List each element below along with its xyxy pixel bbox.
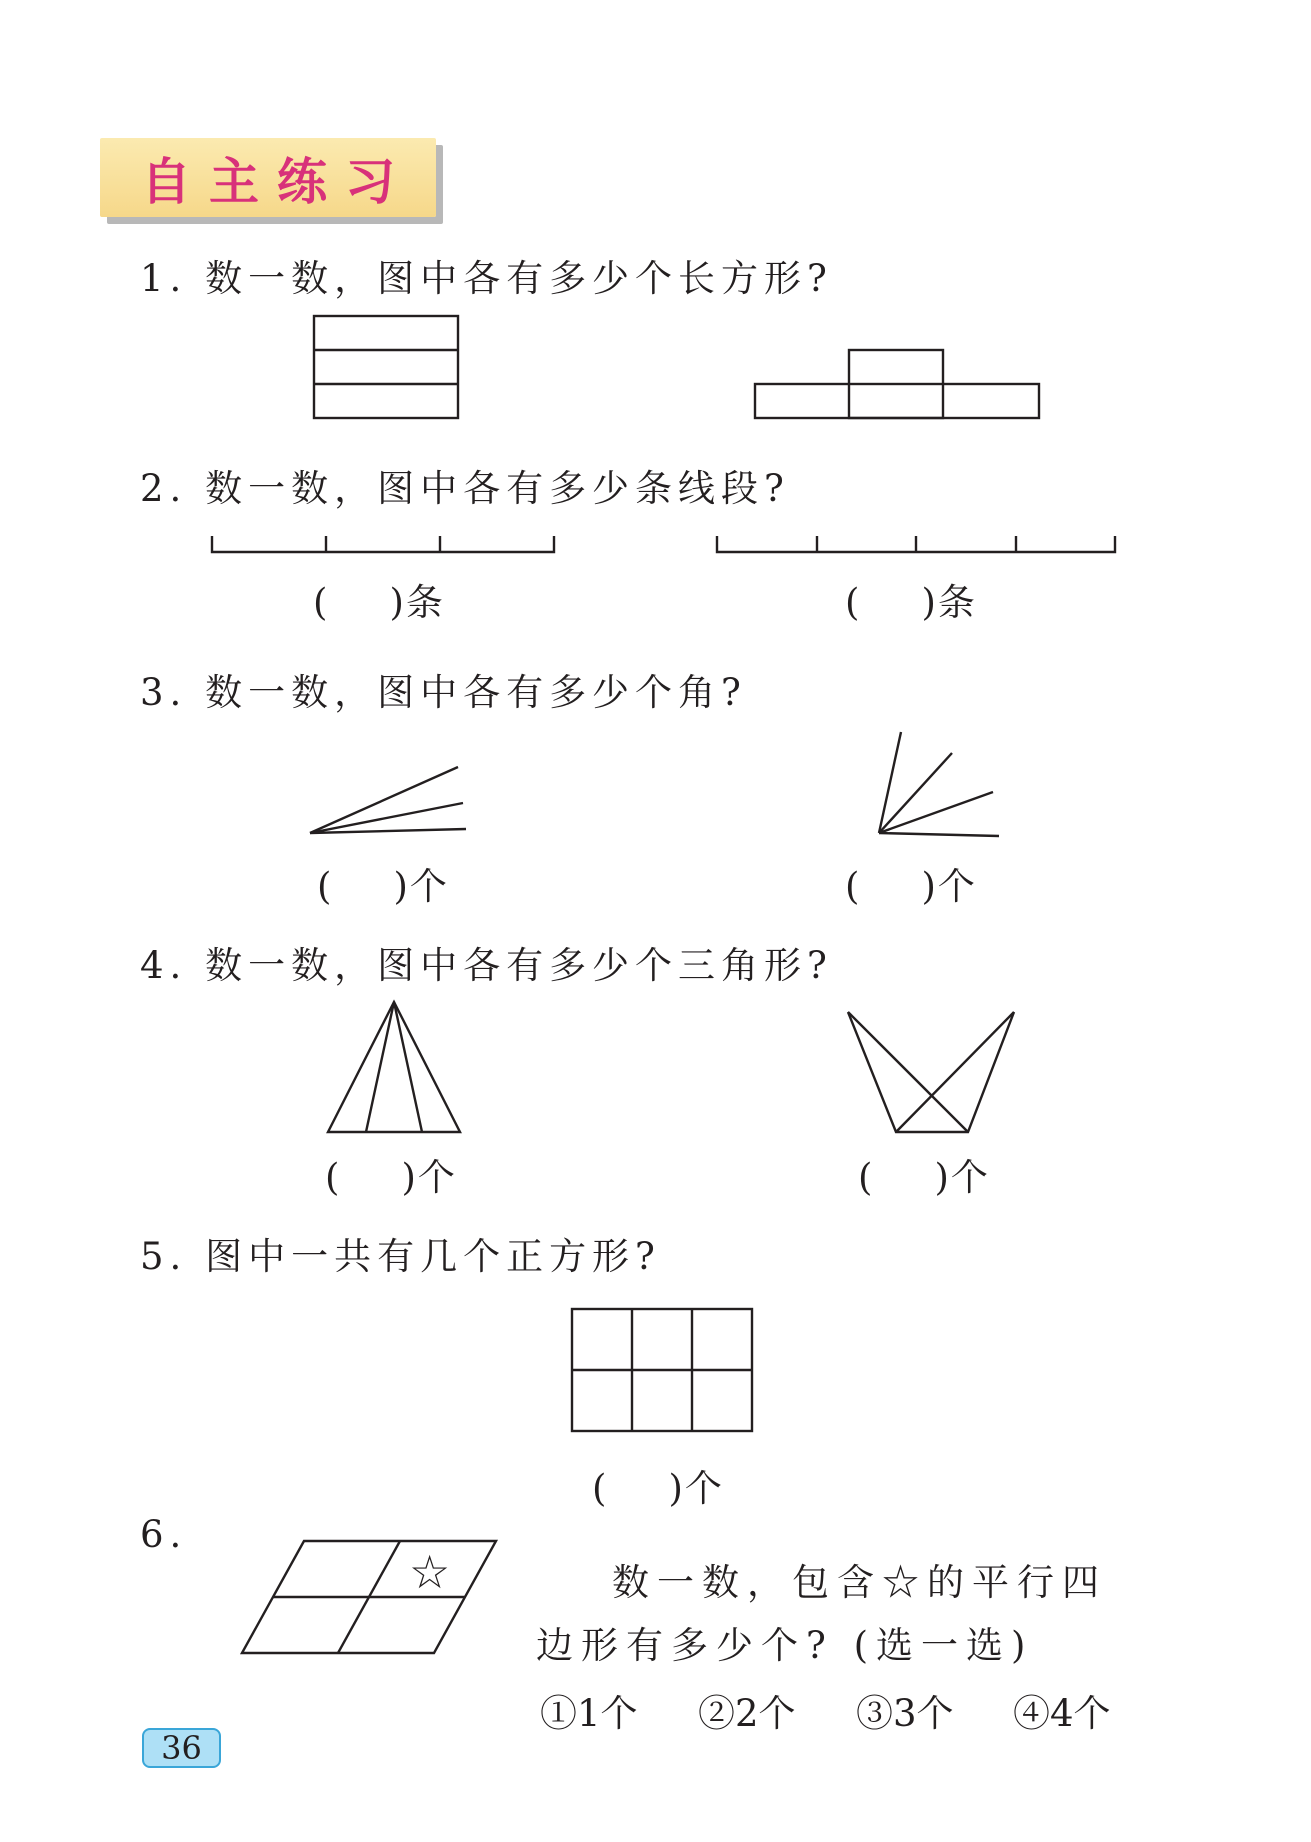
answer-unit: 个 <box>684 1467 724 1510</box>
q6-option-4[interactable]: ④4个 <box>1013 1692 1111 1735</box>
question-2-prompt: 2. 数一数，图中各有多少条线段? <box>140 467 790 510</box>
q6-text-line-1: 数一数，包含☆的平行四 <box>612 1561 1107 1604</box>
answer-unit: 条 <box>937 581 977 624</box>
q6-option-1[interactable]: ①1个 <box>540 1692 638 1735</box>
section-title: 自主练习 <box>141 152 413 211</box>
q4-answer-left: ( )个 <box>325 1156 457 1199</box>
question-6-number: 6. <box>140 1513 188 1556</box>
q4-figure-split-triangle <box>326 1000 464 1134</box>
q2-answer-right: ( )条 <box>845 581 977 624</box>
answer-unit: 个 <box>937 865 977 908</box>
answer-unit: 个 <box>417 1156 457 1199</box>
q5-answer: ( )个 <box>592 1467 724 1510</box>
q3-figure-narrow-angles <box>308 763 468 843</box>
q6-text-line-2: 边形有多少个? (选一选) <box>536 1624 1034 1667</box>
answer-unit: 个 <box>950 1156 990 1199</box>
question-5-prompt: 5. 图中一共有几个正方形? <box>140 1235 661 1278</box>
q6-figure-parallelogram-grid <box>240 1539 500 1655</box>
question-1-prompt: 1. 数一数，图中各有多少个长方形? <box>140 257 833 300</box>
answer-unit: 个 <box>409 865 449 908</box>
q6-option-2[interactable]: ②2个 <box>698 1692 796 1735</box>
q3-answer-left: ( )个 <box>317 865 449 908</box>
q2-figure-segment-left <box>210 534 556 556</box>
q4-figure-crossed-triangles <box>846 1010 1016 1136</box>
answer-unit: 条 <box>405 581 445 624</box>
q6-option-3[interactable]: ③3个 <box>856 1692 954 1735</box>
q2-figure-segment-right <box>715 534 1117 556</box>
section-banner <box>100 138 436 217</box>
q5-figure-square-grid <box>570 1307 754 1433</box>
q2-answer-left: ( )条 <box>313 581 445 624</box>
q3-figure-wide-angles <box>875 730 1005 840</box>
q3-answer-right: ( )个 <box>845 865 977 908</box>
q4-answer-right: ( )个 <box>858 1156 990 1199</box>
star-icon: ☆ <box>409 1545 451 1599</box>
question-4-prompt: 4. 数一数，图中各有多少个三角形? <box>140 944 833 987</box>
q1-figure-step-rectangles <box>753 348 1043 420</box>
q1-figure-stacked-rectangles <box>312 314 462 420</box>
question-3-prompt: 3. 数一数，图中各有多少个角? <box>140 671 747 714</box>
page-number: 36 <box>142 1728 221 1768</box>
